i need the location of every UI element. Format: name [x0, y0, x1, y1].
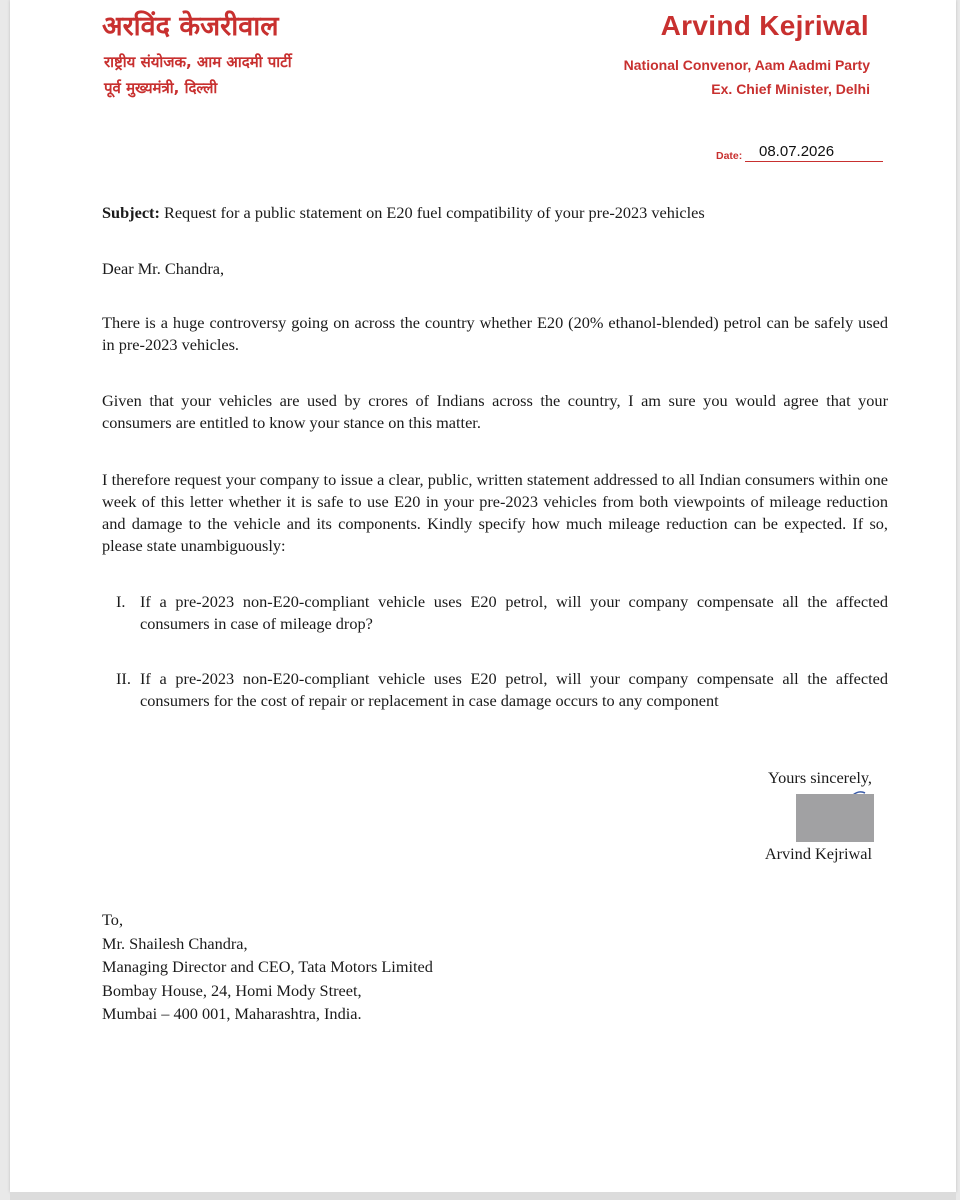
date-value: 08.07.2026 [745, 142, 883, 162]
letterhead-english-name: Arvind Kejriwal [660, 10, 869, 41]
question-number: II. [116, 669, 131, 688]
signer-name: Arvind Kejriwal [764, 844, 872, 863]
closing: Yours sincerely, [767, 768, 872, 787]
question-number: I. [116, 592, 126, 611]
letterhead-english-designation: National Convenor, Aam Aadmi Party [623, 57, 870, 73]
subject-text: Request for a public statement on E20 fuel compatibility of your pre-2023 vehicles [163, 203, 705, 222]
paragraph-consumers: Given that your vehicles are used by crores of Indians across the country, I am sure you would agree that your consumers are entitled to know your stance on this matter. [102, 391, 888, 432]
recipient-name: Mr. Shailesh Chandra, [102, 933, 248, 953]
recipient-address-line: Mumbai – 400 001, Maharashtra, India. [102, 1004, 362, 1023]
recipient-address-line: Bombay House, 24, Homi Mody Street, [102, 980, 362, 1000]
subject-label: Subject: [102, 203, 160, 222]
question-item [116, 668, 888, 712]
letterhead-hindi-name: अरविंद केजरीवाल [102, 11, 279, 42]
recipient-title: Managing Director and CEO, Tata Motors Limited [102, 957, 433, 976]
letterhead-hindi-designation: राष्ट्रीय संयोजक, आम आदमी पार्टी [104, 53, 292, 71]
date-label: Date: [716, 150, 743, 162]
recipient-to: To, [102, 910, 124, 929]
paragraph-request: I therefore request your company to issue a clear, public, written statement addressed to all Indian consumers within one week of this letter whether it is safe to use E20 in your pre-2023 vehicles from both viewpoints of mileage reduction and damage to the vehicle and its components. Kindly specify how much mileage reduction can be expected. If so, please state unambiguously: [102, 470, 888, 555]
question-item [116, 591, 888, 635]
paragraph-controversy: There is a huge controversy going on across the country whether E20 (20% ethanol-blended) petrol can be safely used in pre-2023 vehicles. [102, 313, 888, 354]
letterhead-hindi-former-title: पूर्व मुख्यमंत्री, दिल्ली [104, 79, 218, 97]
redacted-signature [796, 794, 874, 842]
question-text: If a pre-2023 non-E20-compliant vehicle uses E20 petrol, will your company compensate all the affected consumers in case of mileage drop? [140, 592, 888, 633]
subject-line [102, 202, 892, 224]
page-edge [10, 1192, 956, 1200]
letter-page [10, 0, 956, 1192]
question-text: If a pre-2023 non-E20-compliant vehicle uses E20 petrol, will your company compensate all the affected consumers for the cost of repair or replacement in case damage occurs to any component [140, 669, 888, 710]
salutation: Dear Mr. Chandra, [102, 259, 225, 278]
recipient-address [102, 908, 602, 1026]
letterhead-english-former-title: Ex. Chief Minister, Delhi [711, 81, 870, 97]
